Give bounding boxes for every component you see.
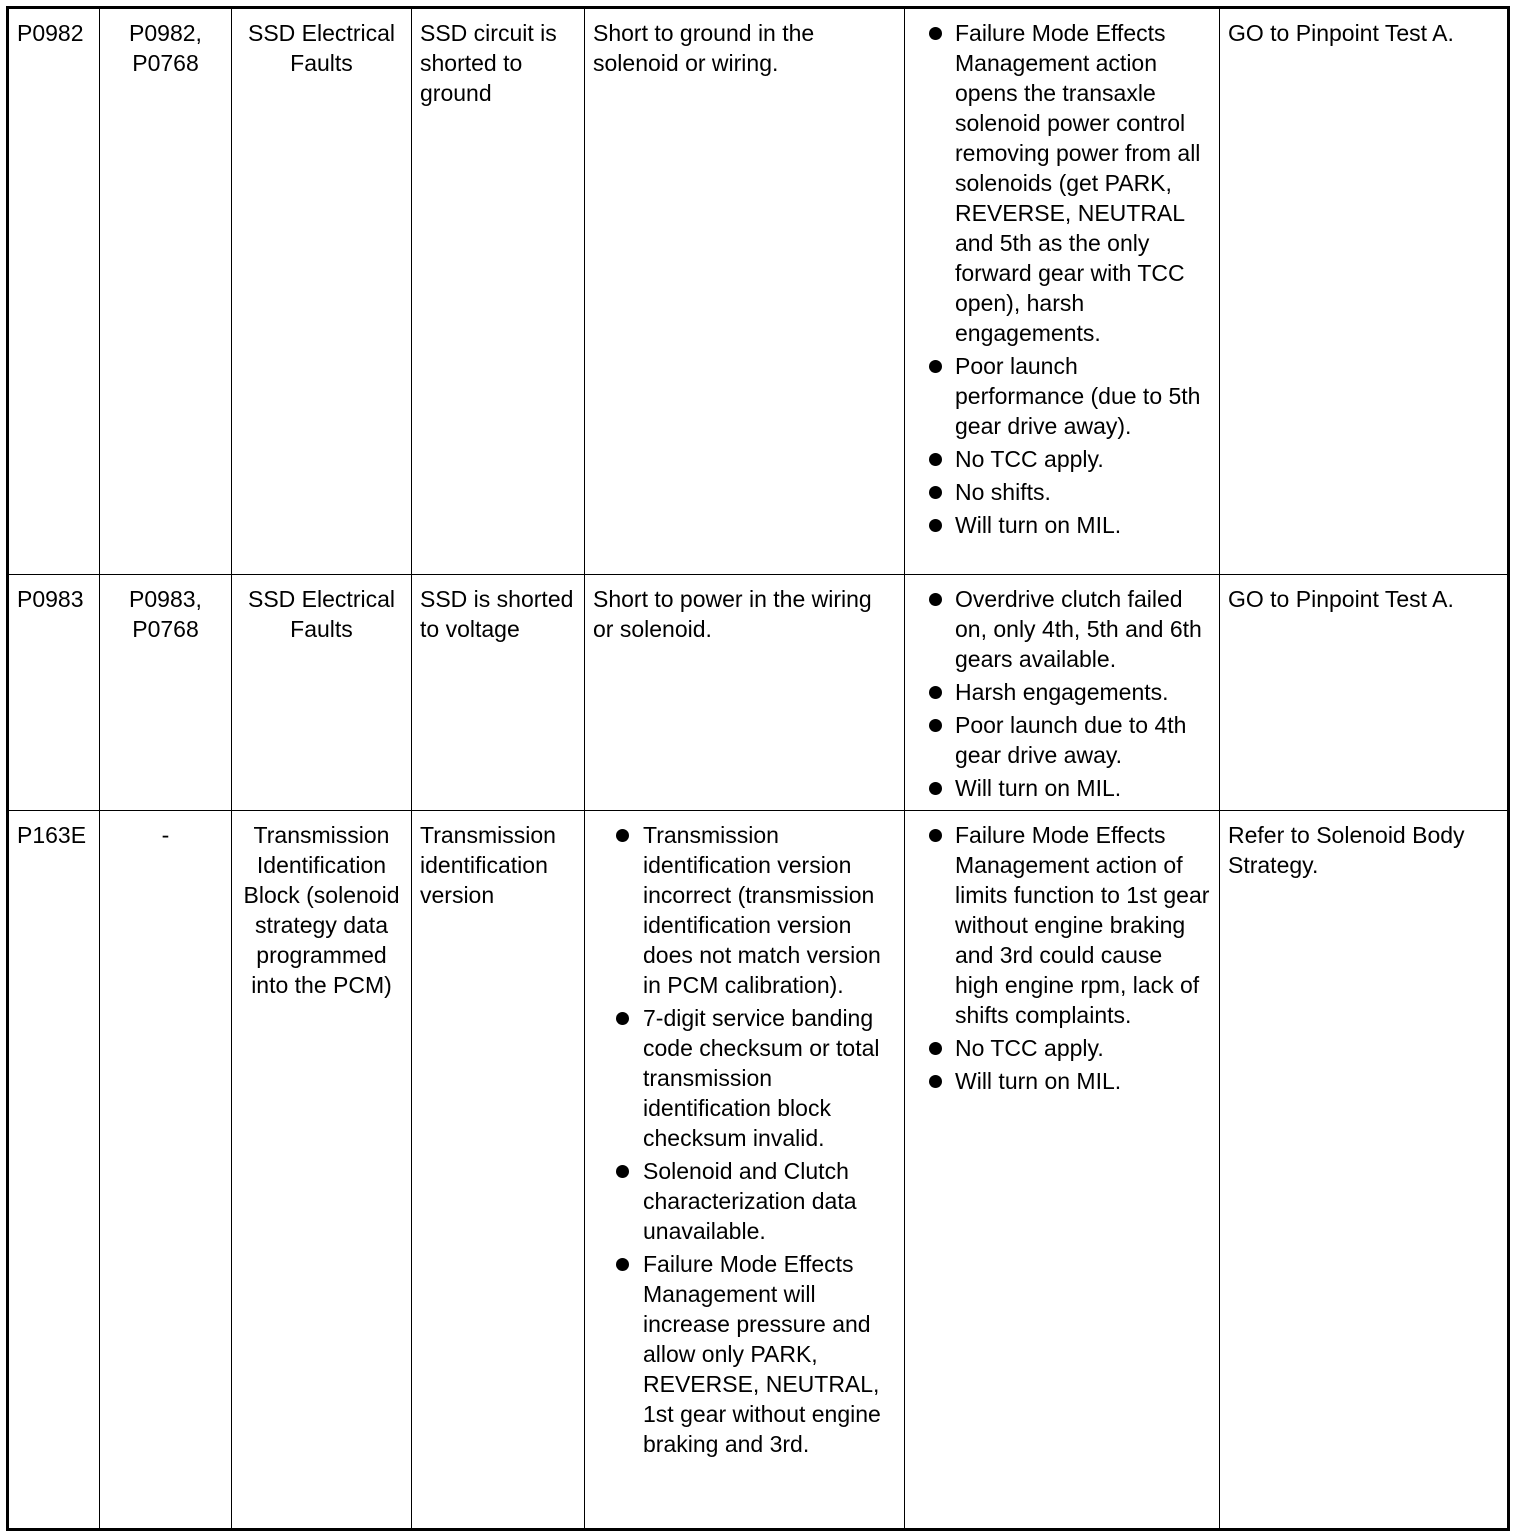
- list-item-text: Will turn on MIL.: [955, 775, 1122, 801]
- description-text: Transmission identification version: [420, 822, 556, 908]
- category-cell: [232, 811, 412, 1530]
- bullet-icon: [929, 1075, 942, 1088]
- causes-cell: [585, 8, 905, 575]
- list-item: [913, 351, 1211, 441]
- action-text: GO to Pinpoint Test A.: [1228, 586, 1454, 612]
- symptoms-list: [913, 820, 1211, 1096]
- list-item-text: Will turn on MIL.: [955, 1068, 1122, 1094]
- list-item-text: Failure Mode Effects Management action opens the transaxle solenoid power control removing power from all solenoids (get PARK, REVERSE, NEUTRAL and 5th as the only forward gear with TCC open), harsh engagements.: [955, 20, 1201, 346]
- symptoms-cell: [905, 575, 1220, 811]
- bullet-icon: [929, 453, 942, 466]
- list-item: [913, 510, 1211, 540]
- list-item-text: No shifts.: [955, 479, 1051, 505]
- bullet-icon: [616, 1165, 629, 1178]
- list-item-text: Failure Mode Effects Management action of limits function to 1st gear without engine braking and 3rd could cause high engine rpm, lack of shifts complaints.: [955, 822, 1210, 1028]
- bullet-icon: [929, 782, 942, 795]
- description-text: SSD is shorted to voltage: [420, 586, 574, 642]
- related-codes-cell: [100, 811, 232, 1530]
- description-cell: [412, 811, 585, 1530]
- action-cell: [1220, 8, 1509, 575]
- list-item-text: Overdrive clutch failed on, only 4th, 5th and 6th gears available.: [955, 586, 1202, 672]
- list-item-text: Solenoid and Clutch characterization data unavailable.: [643, 1158, 857, 1244]
- bullet-icon: [616, 829, 629, 842]
- dtc-code: P163E: [17, 822, 87, 848]
- causes-cell: [585, 811, 905, 1530]
- action-text: Refer to Solenoid Body Strategy.: [1228, 822, 1465, 878]
- list-item: [593, 820, 896, 1000]
- list-item-text: Will turn on MIL.: [955, 512, 1122, 538]
- list-item: [913, 18, 1211, 348]
- table-row: [8, 575, 1509, 811]
- related-code: P0983,: [129, 586, 202, 612]
- dtc-code-cell: [8, 811, 100, 1530]
- related-code: -: [161, 822, 170, 848]
- bullet-icon: [929, 519, 942, 532]
- list-item: [913, 820, 1211, 1030]
- related-code: P0768: [132, 616, 199, 642]
- list-item-text: 7-digit service banding code checksum or total transmission identification block checksum invalid.: [643, 1005, 880, 1151]
- causes-text: Short to power in the wiring or solenoid.: [593, 586, 872, 642]
- list-item: [913, 677, 1211, 707]
- dtc-code-cell: [8, 8, 100, 575]
- list-item: [913, 1066, 1211, 1096]
- list-item: [593, 1249, 896, 1459]
- list-item-text: Failure Mode Effects Management will increase pressure and allow only PARK, REVERSE, NEUTRAL, 1st gear without engine braking and 3rd.: [643, 1251, 881, 1457]
- related-code: P0982,: [129, 20, 202, 46]
- action-text: GO to Pinpoint Test A.: [1228, 20, 1454, 46]
- dtc-code: P0983: [17, 586, 84, 612]
- category-text: Transmission Identification Block (solenoid strategy data programmed into the PCM): [243, 822, 400, 998]
- list-item-text: Poor launch due to 4th gear drive away.: [955, 712, 1187, 768]
- category-cell: [232, 575, 412, 811]
- bullet-icon: [616, 1258, 629, 1271]
- related-codes-cell: [100, 575, 232, 811]
- list-item: [913, 1033, 1211, 1063]
- symptoms-cell: [905, 8, 1220, 575]
- list-item-text: Transmission identification version incorrect (transmission identification version does not match version in PCM calibration).: [643, 822, 881, 998]
- bullet-icon: [929, 1042, 942, 1055]
- symptoms-cell: [905, 811, 1220, 1530]
- bullet-icon: [929, 686, 942, 699]
- list-item-text: Poor launch performance (due to 5th gear drive away).: [955, 353, 1201, 439]
- bullet-icon: [929, 486, 942, 499]
- related-codes-cell: [100, 8, 232, 575]
- list-item: [913, 710, 1211, 770]
- symptoms-list: [913, 584, 1211, 803]
- bullet-icon: [929, 719, 942, 732]
- action-cell: [1220, 811, 1509, 1530]
- category-text: SSD Electrical Faults: [248, 586, 395, 642]
- list-item: [593, 1156, 896, 1246]
- bullet-icon: [929, 27, 942, 40]
- description-cell: [412, 8, 585, 575]
- bullet-icon: [929, 829, 942, 842]
- list-item: [913, 773, 1211, 803]
- list-item: [913, 477, 1211, 507]
- bullet-icon: [616, 1012, 629, 1025]
- description-text: SSD circuit is shorted to ground: [420, 20, 557, 106]
- list-item: [913, 444, 1211, 474]
- description-cell: [412, 575, 585, 811]
- action-cell: [1220, 575, 1509, 811]
- category-cell: [232, 8, 412, 575]
- symptoms-list: [913, 18, 1211, 540]
- bullet-icon: [929, 593, 942, 606]
- list-item: [913, 584, 1211, 674]
- bullet-icon: [929, 360, 942, 373]
- causes-cell: [585, 575, 905, 811]
- list-item-text: No TCC apply.: [955, 1035, 1104, 1061]
- list-item: [593, 1003, 896, 1153]
- list-item-text: No TCC apply.: [955, 446, 1104, 472]
- causes-text: Short to ground in the solenoid or wiring.: [593, 20, 815, 76]
- table-row: [8, 811, 1509, 1530]
- dtc-code: P0982: [17, 20, 84, 46]
- dtc-code-cell: [8, 575, 100, 811]
- causes-list: [593, 820, 896, 1459]
- category-text: SSD Electrical Faults: [248, 20, 395, 76]
- table-row: [8, 8, 1509, 575]
- related-code: P0768: [132, 50, 199, 76]
- list-item-text: Harsh engagements.: [955, 679, 1169, 705]
- dtc-table: [6, 6, 1510, 1531]
